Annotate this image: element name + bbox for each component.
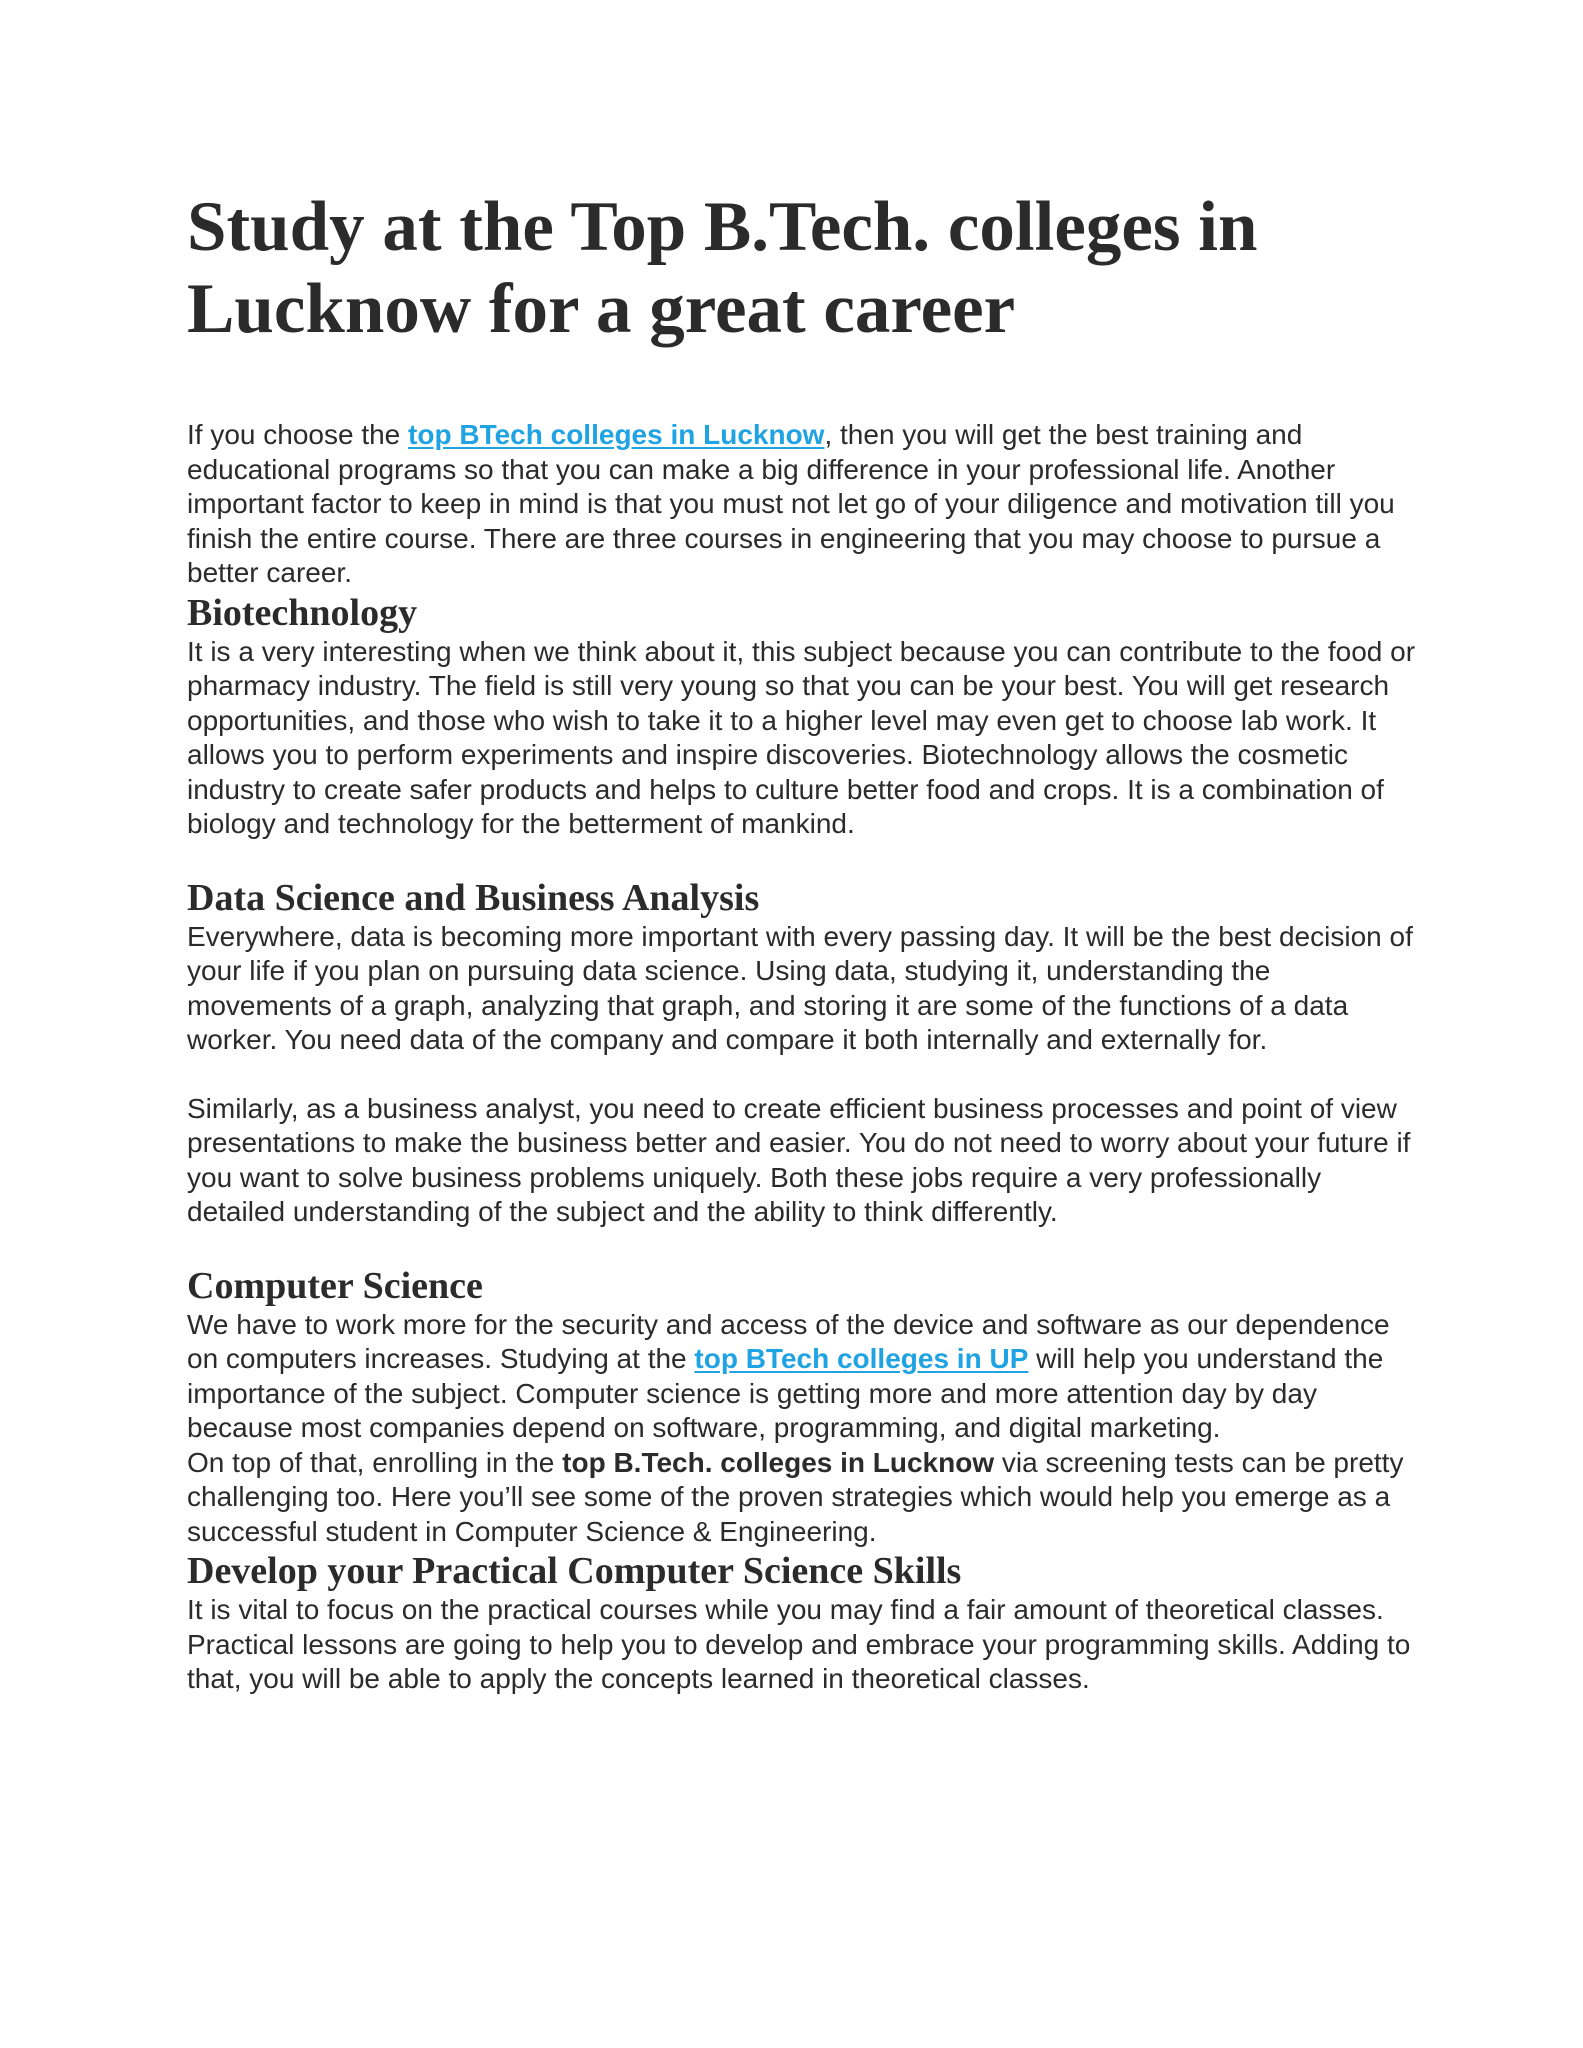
heading-biotechnology: Biotechnology: [187, 591, 418, 634]
document-content: [187, 186, 1417, 1697]
screening-tests-paragraph: [187, 1446, 1417, 1550]
biotechnology-paragraph: It is a very interesting when we think about it, this subject because you can contribute to the food or pharmacy industry. The field is still very young so that you can be your best. You will get research opportunities, and those who wish to take it to a higher level may even get to choose lab work. It allows you to perform experiments and inspire discoveries. Biotechnology allows the cosmetic industry to create safer products and helps to culture better food and crops. It is a combination of biology and technology for the betterment of mankind.: [187, 635, 1416, 839]
computer-science-paragraph: [187, 1308, 1417, 1446]
heading-computer-science: Computer Science: [187, 1264, 483, 1307]
intro-text-after-link: , then you will get the best training and educational programs so that you can make a big difference in your professional life. Another important factor to keep in mind is that you must not let go of your diligence and motivation till you finish the entire course. There are three courses in engineering that you may choose to pursue a better career.: [187, 419, 1395, 588]
bold-top-btech-colleges-lucknow: top B.Tech. colleges in Lucknow: [562, 1446, 995, 1478]
spacer: [187, 842, 1417, 876]
page-title: Study at the Top B.Tech. colleges in Lucknow for a great career: [187, 188, 1258, 348]
business-analyst-paragraph: Similarly, as a business analyst, you need to create efficient business processes and point of view presentations to make the business better and easier. You do not need to worry about your future if you want to solve business problems uniquely. Both these jobs require a very professionally detailed understanding of the subject and the ability to think differently.: [187, 1092, 1411, 1227]
cs-text-after-link: will help you understand the importance of the subject. Computer science is getting more and more attention day by day because most companies depend on software, programming, and digital marketing.: [187, 1343, 1384, 1443]
spacer: [187, 1058, 1417, 1092]
screening-text-before-bold: On top of that, enrolling in the: [187, 1446, 563, 1478]
link-top-btech-colleges-up[interactable]: top BTech colleges in UP: [694, 1343, 1029, 1374]
link-top-btech-colleges-lucknow[interactable]: top BTech colleges in Lucknow: [408, 419, 825, 450]
heading-practical-skills: Develop your Practical Computer Science Skills: [187, 1550, 962, 1592]
spacer: [187, 1230, 1417, 1264]
heading-data-science: Data Science and Business Analysis: [187, 876, 760, 919]
intro-paragraph: [187, 418, 1417, 591]
practical-skills-paragraph: It is vital to focus on the practical courses while you may find a fair amount of theoretical classes. Practical lessons are going to help you to develop and embrace your programming skills. Adding to that, you will be able to apply the concepts learned in theoretical classes.: [187, 1594, 1411, 1694]
cs-text-before-link: We have to work more for the security and access of the device and software as our dependence on computers increases. Studying at the: [187, 1308, 1390, 1374]
screening-text-after-bold: via screening tests can be pretty challenging too. Here you’ll see some of the proven strategies which would help you emerge as a successful student in Computer Science & Engineering.: [187, 1446, 1404, 1547]
intro-text-before-link: If you choose the: [187, 419, 409, 450]
data-science-paragraph: Everywhere, data is becoming more important with every passing day. It will be the best decision of your life if you plan on pursuing data science. Using data, studying it, understanding the movements of a graph, analyzing that graph, and storing it are some of the functions of a data worker. You need data of the company and compare it both internally and externally for.: [187, 920, 1413, 1055]
